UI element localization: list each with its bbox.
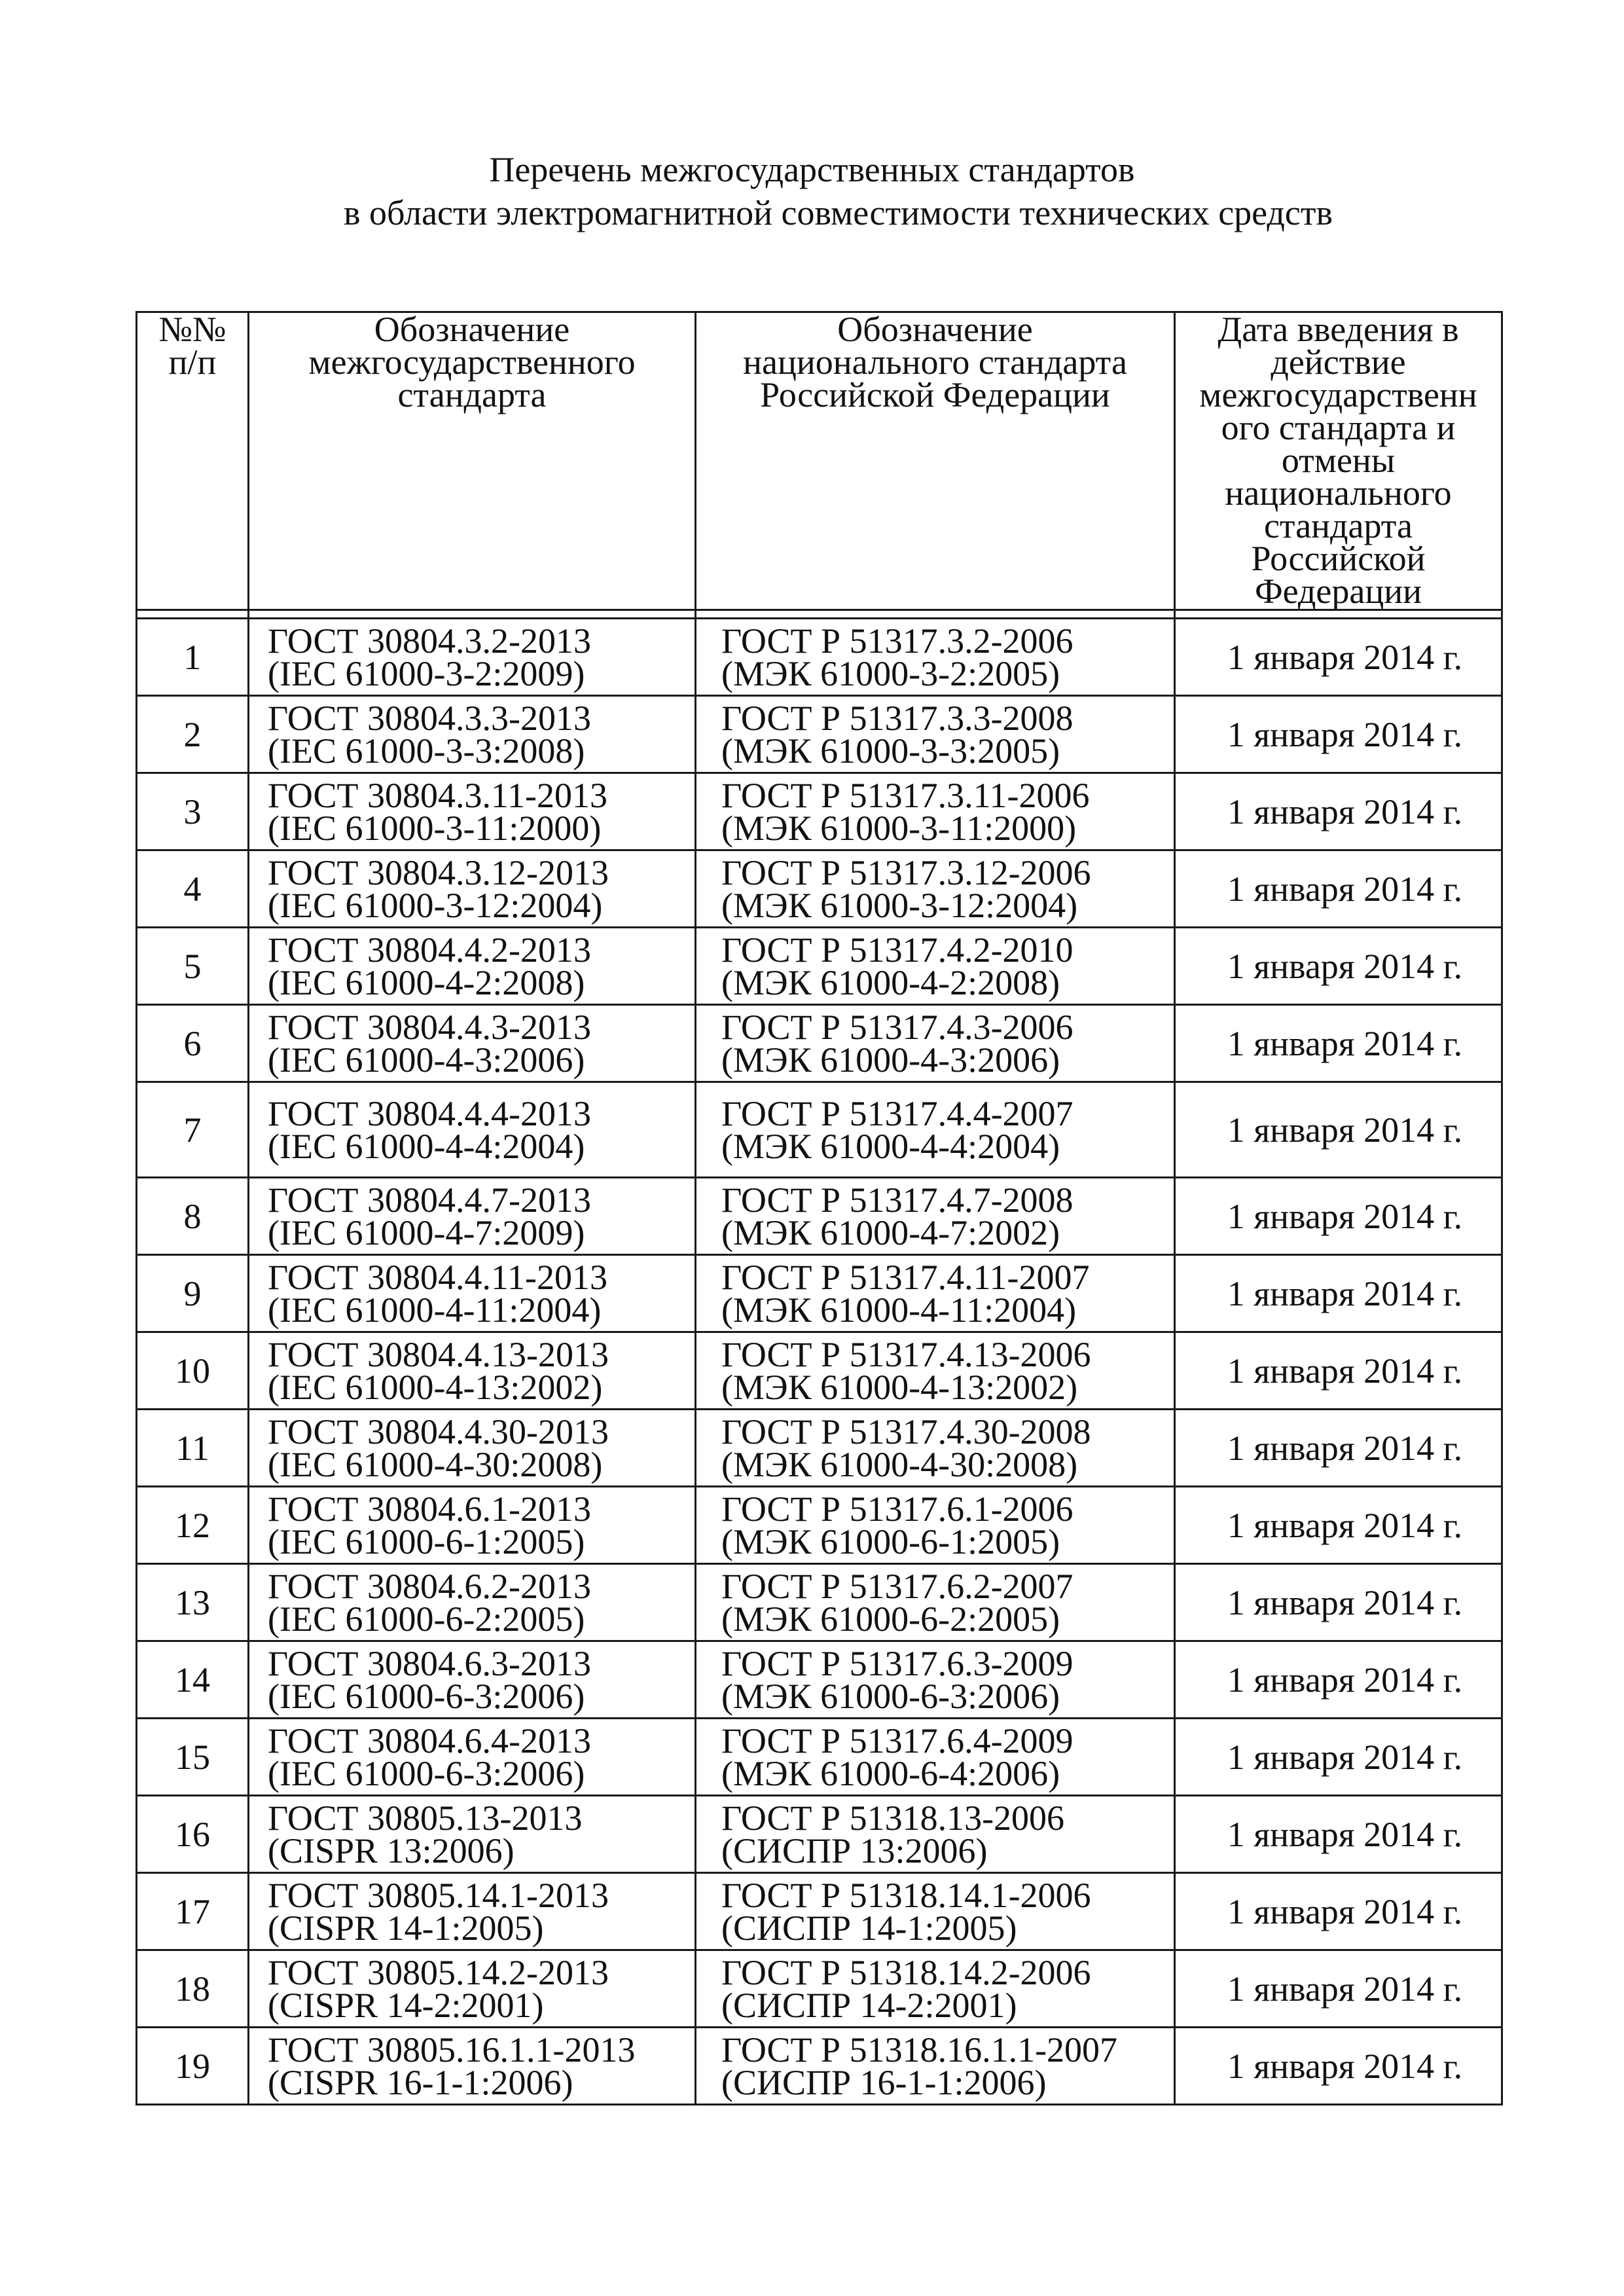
table-row <box>137 696 1502 773</box>
national-standard-line: (МЭК 61000-3-2:2005) <box>721 653 1060 693</box>
table-row <box>137 1564 1502 1641</box>
table-row <box>137 1332 1502 1410</box>
interstate-standard <box>249 1796 696 1873</box>
national-standard-line: (СИСПР 14-1:2005) <box>721 1908 1017 1948</box>
row-number: 12 <box>137 1487 249 1564</box>
interstate-standard-line: (IEC 61000-3-12:2004) <box>268 885 603 925</box>
interstate-standard <box>249 1719 696 1796</box>
effective-date: 1 января 2014 г. <box>1175 2028 1502 2105</box>
national-standard-line: (МЭК 61000-3-12:2004) <box>721 885 1078 925</box>
header-text-line: Российской Федерации <box>760 375 1110 414</box>
table-row <box>137 1005 1502 1082</box>
row-number: 7 <box>137 1082 249 1178</box>
effective-date: 1 января 2014 г. <box>1175 1410 1502 1487</box>
interstate-standard-line: ГОСТ 30804.3.3-2013 <box>268 698 592 738</box>
national-standard <box>696 1719 1175 1796</box>
national-standard-line: (МЭК 61000-4-13:2002) <box>721 1367 1078 1407</box>
interstate-standard-line: (CISPR 16-1-1:2006) <box>268 2062 573 2102</box>
national-standard <box>696 773 1175 850</box>
table-row <box>137 619 1502 696</box>
table-row <box>137 928 1502 1005</box>
header-text-line: Федерации <box>1254 572 1422 611</box>
national-standard <box>696 850 1175 928</box>
national-standard-line: ГОСТ Р 51318.14.2-2006 <box>721 1952 1091 1992</box>
table-row <box>137 1178 1502 1255</box>
interstate-standard-line: ГОСТ 30804.4.13-2013 <box>268 1334 609 1374</box>
table-row <box>137 1641 1502 1719</box>
interstate-standard-line: ГОСТ 30805.13-2013 <box>268 1798 583 1838</box>
effective-date: 1 января 2014 г. <box>1175 1178 1502 1255</box>
interstate-standard <box>249 1873 696 1950</box>
table-row <box>137 1487 1502 1564</box>
header-text-line: №№ <box>158 310 226 349</box>
effective-date: 1 января 2014 г. <box>1175 1719 1502 1796</box>
interstate-standard-line: ГОСТ 30804.4.2-2013 <box>268 930 592 970</box>
header-text-line: Дата введения в <box>1218 310 1459 349</box>
table-row <box>137 2028 1502 2105</box>
effective-date: 1 января 2014 г. <box>1175 1950 1502 2028</box>
effective-date: 1 января 2014 г. <box>1175 696 1502 773</box>
effective-date: 1 января 2014 г. <box>1175 1332 1502 1410</box>
interstate-standard <box>249 850 696 928</box>
header-text-line: национального стандарта <box>743 342 1127 382</box>
header-text-line: п/п <box>168 342 217 382</box>
row-number: 14 <box>137 1641 249 1719</box>
national-standard <box>696 1796 1175 1873</box>
interstate-standard-line: ГОСТ 30804.6.2-2013 <box>268 1566 592 1606</box>
national-standard-line: ГОСТ Р 51317.3.12-2006 <box>721 852 1091 892</box>
interstate-standard <box>249 1641 696 1719</box>
national-standard-line: ГОСТ Р 51317.6.2-2007 <box>721 1566 1074 1606</box>
table-row <box>137 1796 1502 1873</box>
effective-date: 1 января 2014 г. <box>1175 1796 1502 1873</box>
national-standard-line: (МЭК 61000-6-2:2005) <box>721 1599 1060 1639</box>
row-number: 18 <box>137 1950 249 2028</box>
interstate-standard-line: ГОСТ 30805.14.1-2013 <box>268 1875 609 1915</box>
table-row <box>137 1082 1502 1178</box>
interstate-standard-line: (CISPR 14-1:2005) <box>268 1908 544 1948</box>
national-standard <box>696 1410 1175 1487</box>
effective-date: 1 января 2014 г. <box>1175 1564 1502 1641</box>
interstate-standard-line: ГОСТ 30804.3.2-2013 <box>268 621 592 661</box>
interstate-standard <box>249 928 696 1005</box>
national-standard-line: (СИСПР 16-1-1:2006) <box>721 2062 1047 2102</box>
national-standard-line: ГОСТ Р 51317.3.11-2006 <box>721 775 1090 815</box>
interstate-standard <box>249 2028 696 2105</box>
interstate-standard <box>249 1005 696 1082</box>
national-standard-line: (МЭК 61000-6-1:2005) <box>721 1522 1060 1561</box>
row-number: 13 <box>137 1564 249 1641</box>
header-text-line: стандарта <box>397 375 547 414</box>
national-standard <box>696 1641 1175 1719</box>
interstate-standard-line: ГОСТ 30805.14.2-2013 <box>268 1952 609 1992</box>
national-standard <box>696 2028 1175 2105</box>
header-text-line: межгосударственн <box>1199 375 1477 414</box>
national-standard-line: (СИСПР 14-2:2001) <box>721 1985 1017 2025</box>
national-standard-line: (МЭК 61000-6-3:2006) <box>721 1676 1060 1716</box>
national-standard <box>696 1255 1175 1332</box>
national-standard-line: ГОСТ Р 51317.3.3-2008 <box>721 698 1074 738</box>
table-row <box>137 1950 1502 2028</box>
national-standard-line: ГОСТ Р 51317.4.11-2007 <box>721 1257 1090 1297</box>
row-number: 16 <box>137 1796 249 1873</box>
national-standard <box>696 1950 1175 2028</box>
interstate-standard-line: ГОСТ 30805.16.1.1-2013 <box>268 2030 636 2069</box>
interstate-standard-line: ГОСТ 30804.4.11-2013 <box>268 1257 608 1297</box>
national-standard-line: ГОСТ Р 51317.4.3-2006 <box>721 1007 1074 1047</box>
national-standard-line: (МЭК 61000-4-2:2008) <box>721 962 1060 1002</box>
interstate-standard-line: ГОСТ 30804.6.3-2013 <box>268 1643 592 1683</box>
national-standard-line: (МЭК 61000-3-3:2005) <box>721 731 1060 771</box>
effective-date: 1 января 2014 г. <box>1175 1082 1502 1178</box>
row-number: 5 <box>137 928 249 1005</box>
national-standard-line: ГОСТ Р 51317.4.7-2008 <box>721 1180 1074 1220</box>
row-number: 9 <box>137 1255 249 1332</box>
national-standard-line: (МЭК 61000-6-4:2006) <box>721 1753 1060 1793</box>
national-standard <box>696 1332 1175 1410</box>
interstate-standard-line: (IEC 61000-6-1:2005) <box>268 1522 585 1561</box>
interstate-standard <box>249 1255 696 1332</box>
interstate-standard-line: (IEC 61000-6-2:2005) <box>268 1599 585 1639</box>
interstate-standard <box>249 1178 696 1255</box>
interstate-standard-line: (IEC 61000-4-13:2002) <box>268 1367 603 1407</box>
national-standard <box>696 1564 1175 1641</box>
header-text-line: отмены <box>1281 441 1396 480</box>
national-standard-line: (СИСПР 13:2006) <box>721 1831 988 1870</box>
interstate-standard-line: ГОСТ 30804.6.1-2013 <box>268 1489 592 1529</box>
interstate-standard-line: (IEC 61000-4-7:2009) <box>268 1212 585 1252</box>
header-num <box>137 312 249 610</box>
national-standard-line: (МЭК 61000-3-11:2000) <box>721 808 1077 848</box>
effective-date: 1 января 2014 г. <box>1175 1255 1502 1332</box>
row-number: 2 <box>137 696 249 773</box>
header-national-standard <box>696 312 1175 610</box>
national-standard-line: ГОСТ Р 51318.16.1.1-2007 <box>721 2030 1118 2069</box>
interstate-standard-line: ГОСТ 30804.4.3-2013 <box>268 1007 592 1047</box>
document-title-line-1: Перечень межгосударственных стандартов <box>489 150 1135 189</box>
header-text-line: стандарта <box>1263 506 1413 545</box>
national-standard-line: ГОСТ Р 51317.3.2-2006 <box>721 621 1074 661</box>
interstate-standard-line: (IEC 61000-6-3:2006) <box>268 1753 585 1793</box>
national-standard <box>696 1487 1175 1564</box>
interstate-standard-line: (IEC 61000-4-3:2006) <box>268 1040 585 1080</box>
national-standard <box>696 619 1175 696</box>
row-number: 15 <box>137 1719 249 1796</box>
interstate-standard <box>249 1950 696 2028</box>
national-standard-line: ГОСТ Р 51318.13-2006 <box>721 1798 1065 1838</box>
national-standard-line: (МЭК 61000-4-4:2004) <box>721 1126 1060 1166</box>
header-separator <box>137 610 1502 619</box>
table-row <box>137 1410 1502 1487</box>
row-number: 10 <box>137 1332 249 1410</box>
table-row <box>137 1873 1502 1950</box>
effective-date: 1 января 2014 г. <box>1175 1873 1502 1950</box>
table-body <box>137 619 1502 2105</box>
interstate-standard-line: (IEC 61000-4-11:2004) <box>268 1290 602 1330</box>
header-text-line: ого стандарта и <box>1221 408 1456 447</box>
row-number: 17 <box>137 1873 249 1950</box>
table-header <box>137 312 1502 619</box>
row-number: 1 <box>137 619 249 696</box>
national-standard-line: ГОСТ Р 51317.4.4-2007 <box>721 1093 1074 1133</box>
effective-date: 1 января 2014 г. <box>1175 850 1502 928</box>
national-standard-line: ГОСТ Р 51317.6.3-2009 <box>721 1643 1074 1683</box>
row-number: 8 <box>137 1178 249 1255</box>
interstate-standard-line: (CISPR 13:2006) <box>268 1831 514 1870</box>
interstate-standard-line: (IEC 61000-6-3:2006) <box>268 1676 585 1716</box>
header-text-line: национального <box>1225 473 1452 513</box>
row-number: 19 <box>137 2028 249 2105</box>
header-text-line: Обозначение <box>374 310 570 349</box>
national-standard-line: ГОСТ Р 51317.4.30-2008 <box>721 1412 1091 1451</box>
national-standard-line: ГОСТ Р 51318.14.1-2006 <box>721 1875 1091 1915</box>
row-number: 3 <box>137 773 249 850</box>
header-text-line: Российской <box>1251 539 1426 578</box>
interstate-standard-line: (IEC 61000-3-3:2008) <box>268 731 585 771</box>
effective-date: 1 января 2014 г. <box>1175 1641 1502 1719</box>
effective-date: 1 января 2014 г. <box>1175 619 1502 696</box>
table-row <box>137 1719 1502 1796</box>
effective-date: 1 января 2014 г. <box>1175 1005 1502 1082</box>
header-effective-date <box>1175 312 1502 610</box>
interstate-standard <box>249 1564 696 1641</box>
interstate-standard-line: (IEC 61000-4-30:2008) <box>268 1444 603 1484</box>
standards-table <box>135 311 1503 2105</box>
national-standard <box>696 1082 1175 1178</box>
effective-date: 1 января 2014 г. <box>1175 773 1502 850</box>
header-text-line: межгосударственного <box>308 342 636 382</box>
interstate-standard-line: (CISPR 14-2:2001) <box>268 1985 544 2025</box>
national-standard-line: ГОСТ Р 51317.4.2-2010 <box>721 930 1074 970</box>
national-standard-line: (МЭК 61000-4-11:2004) <box>721 1290 1077 1330</box>
header-text-line: действие <box>1271 342 1406 382</box>
interstate-standard <box>249 619 696 696</box>
interstate-standard <box>249 1082 696 1178</box>
interstate-standard <box>249 696 696 773</box>
national-standard <box>696 1178 1175 1255</box>
national-standard-line: ГОСТ Р 51317.6.4-2009 <box>721 1721 1074 1760</box>
table-row <box>137 773 1502 850</box>
national-standard <box>696 696 1175 773</box>
national-standard <box>696 928 1175 1005</box>
national-standard-line: ГОСТ Р 51317.6.1-2006 <box>721 1489 1074 1529</box>
national-standard-line: ГОСТ Р 51317.4.13-2006 <box>721 1334 1091 1374</box>
interstate-standard-line: ГОСТ 30804.3.12-2013 <box>268 852 609 892</box>
row-number: 11 <box>137 1410 249 1487</box>
national-standard-line: (МЭК 61000-4-30:2008) <box>721 1444 1078 1484</box>
table-row <box>137 850 1502 928</box>
interstate-standard <box>249 1487 696 1564</box>
effective-date: 1 января 2014 г. <box>1175 928 1502 1005</box>
header-interstate-standard <box>249 312 696 610</box>
national-standard <box>696 1005 1175 1082</box>
document-title-line-2: в области электромагнитной совместимости технических средств <box>344 193 1333 232</box>
interstate-standard-line: ГОСТ 30804.4.4-2013 <box>268 1093 592 1133</box>
row-number: 6 <box>137 1005 249 1082</box>
interstate-standard <box>249 773 696 850</box>
interstate-standard <box>249 1332 696 1410</box>
interstate-standard-line: ГОСТ 30804.3.11-2013 <box>268 775 608 815</box>
national-standard-line: (МЭК 61000-4-7:2002) <box>721 1212 1060 1252</box>
table-row <box>137 1255 1502 1332</box>
national-standard-line: (МЭК 61000-4-3:2006) <box>721 1040 1060 1080</box>
effective-date: 1 января 2014 г. <box>1175 1487 1502 1564</box>
interstate-standard-line: (IEC 61000-4-2:2008) <box>268 962 585 1002</box>
national-standard <box>696 1873 1175 1950</box>
row-number: 4 <box>137 850 249 928</box>
interstate-standard-line: (IEC 61000-3-2:2009) <box>268 653 585 693</box>
interstate-standard-line: ГОСТ 30804.4.30-2013 <box>268 1412 609 1451</box>
interstate-standard <box>249 1410 696 1487</box>
interstate-standard-line: ГОСТ 30804.6.4-2013 <box>268 1721 592 1760</box>
interstate-standard-line: (IEC 61000-3-11:2000) <box>268 808 602 848</box>
interstate-standard-line: (IEC 61000-4-4:2004) <box>268 1126 585 1166</box>
interstate-standard-line: ГОСТ 30804.4.7-2013 <box>268 1180 592 1220</box>
header-text-line: Обозначение <box>837 310 1033 349</box>
